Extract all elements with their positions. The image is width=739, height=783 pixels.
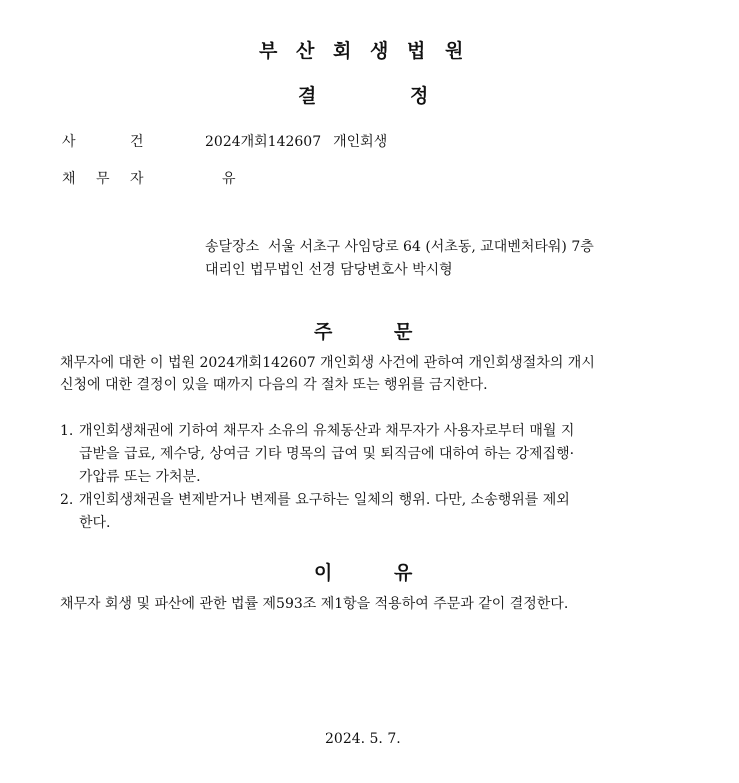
order-heading-char: 주	[314, 321, 333, 343]
document-type-char: 정	[410, 85, 429, 107]
debtor-label-char: 무	[96, 171, 110, 187]
court-name-char: 원	[445, 40, 464, 62]
court-name-char: 회	[333, 40, 352, 62]
case-kind: 개인회생	[333, 134, 388, 150]
order-item-line: 개인회생채권에 기하여 채무자 소유의 유체동산과 채무자가 사용자로부터 매월 지	[79, 423, 575, 439]
order-item-line: 급받을 급료, 제수당, 상여금 기타 명목의 급여 및 퇴직금에 대하여 하는 강제집행·	[79, 446, 575, 462]
reason-text: 채무자 회생 및 파산에 관한 법률 제593조 제1항을 적용하여 주문과 같이 결정한다.	[60, 596, 569, 612]
reason-heading-char: 유	[394, 562, 413, 584]
court-name-char: 생	[370, 40, 389, 62]
debtor-label-char: 자	[130, 171, 144, 187]
document-type-char: 결	[298, 85, 317, 107]
order-item-number: 2.	[60, 492, 74, 508]
debtor-label-char: 채	[62, 171, 76, 187]
case-label-char: 사	[62, 134, 76, 150]
order-intro-line: 채무자에 대한 이 법원 2024개회142607 개인회생 사건에 관하여 개인회생절차의 개시	[60, 355, 595, 371]
order-item-line: 한다.	[79, 515, 111, 531]
case-number-value: 2024개회142607	[205, 134, 322, 150]
order-intro-line: 신청에 대한 결정이 있을 때까지 다음의 각 절차 또는 행위를 금지한다.	[60, 377, 488, 393]
debtor-name: 유	[222, 171, 236, 187]
court-name-char: 부	[259, 40, 278, 62]
case-label-char: 건	[130, 134, 144, 150]
reason-heading-char: 이	[314, 562, 333, 584]
agent: 대리인 법무법인 선경 담당변호사 박시형	[205, 262, 453, 278]
order-heading-char: 문	[394, 321, 413, 343]
court-name-char: 법	[407, 40, 426, 62]
order-item-line: 개인회생채권을 변제받거나 변제를 요구하는 일체의 행위. 다만, 소송행위를 제외	[79, 492, 570, 508]
court-name-char: 산	[296, 40, 315, 62]
case-number	[205, 131, 387, 153]
decision-date: 2024. 5. 7.	[325, 731, 401, 747]
order-item-number: 1.	[60, 423, 74, 439]
order-item-line: 가압류 또는 가처분.	[79, 469, 201, 485]
service-address: 송달장소 서울 서초구 사임당로 64 (서초동, 교대벤처타워) 7층	[205, 239, 594, 255]
